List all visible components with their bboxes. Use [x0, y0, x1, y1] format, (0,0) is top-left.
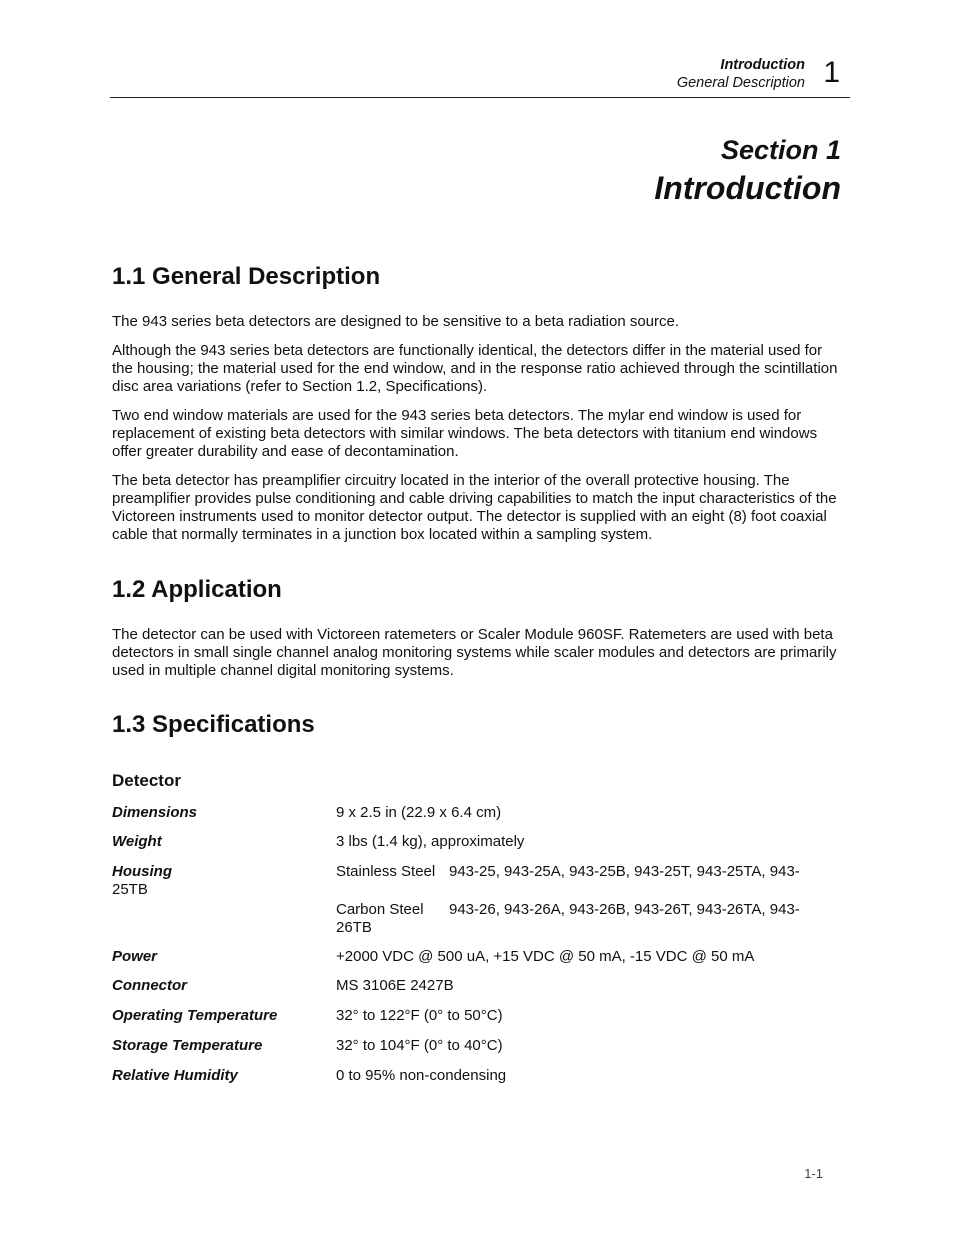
- spec-label-storage-temperature: Storage Temperature: [112, 1037, 263, 1054]
- detector-subheading: Detector: [112, 771, 181, 790]
- section-heading: [654, 133, 841, 209]
- spec-label-power: Power: [112, 948, 158, 965]
- general-description-section: [112, 262, 844, 544]
- spec-label-weight: Weight: [112, 833, 162, 850]
- specifications-section: [112, 710, 844, 740]
- section-title: Introduction: [654, 170, 841, 206]
- spec-label-dimensions: Dimensions: [112, 804, 198, 821]
- stainless-steel-label: Stainless Steel: [336, 863, 436, 880]
- running-header-text: [677, 56, 805, 92]
- specifications-heading: 1.3 Specifications: [112, 711, 315, 738]
- general-paragraph-4: The beta detector has preamplifier circuitry located in the interior of the overall protective housing. The preamplifier provides pulse conditioning and cable driving capabilities to match the input characteristics of the Victoreen instruments used to monitor detector output. The detector is supplied with an eight (8) foot coaxial cable that normally terminates in a junction box located within a sampling system.: [112, 472, 837, 543]
- stainless-steel-models-wrap: 25TB: [112, 881, 148, 898]
- spec-label-connector: Connector: [112, 977, 187, 994]
- spec-value-operating-temperature: 32° to 122°F (0° to 50°C): [336, 1007, 503, 1024]
- section-number: Section 1: [720, 135, 841, 165]
- spec-value-dimensions: 9 x 2.5 in (22.9 x 6.4 cm): [336, 804, 502, 821]
- carbon-steel-models: 943-26, 943-26A, 943-26B, 943-26T, 943-26TA, 943-: [449, 901, 800, 918]
- spec-label-operating-temperature: Operating Temperature: [112, 1007, 278, 1024]
- spec-value-relative-humidity: 0 to 95% non-condensing: [336, 1067, 507, 1084]
- detector-subsection: [112, 770, 844, 792]
- general-paragraph-2: Although the 943 series beta detectors are functionally identical, the detectors differ in the material used for the housing; the material used for the end window, and in the response ratio achieved through the scintillation disc area variations (refer to Section 1.2, Specifications).: [112, 342, 838, 395]
- chapter-number: 1: [823, 56, 840, 89]
- spec-value-housing-carbon: [336, 901, 800, 919]
- application-heading: 1.2 Application: [112, 576, 282, 603]
- carbon-steel-models-wrap: 26TB: [336, 919, 372, 936]
- general-paragraph-3: Two end window materials are used for the 943 series beta detectors. The mylar end window is used for replacement of existing beta detectors with similar windows. The beta detectors with titanium end windows offer greater durability and ease of decontamination.: [112, 407, 818, 460]
- running-header-subtitle: General Description: [676, 75, 805, 91]
- spec-value-weight: 3 lbs (1.4 kg), approximately: [336, 833, 525, 850]
- spec-label-relative-humidity: Relative Humidity: [112, 1067, 238, 1084]
- running-header-title: Introduction: [720, 57, 805, 73]
- general-paragraph-1: The 943 series beta detectors are designed to be sensitive to a beta radiation source.: [112, 313, 680, 330]
- general-description-heading: 1.1 General Description: [112, 263, 381, 290]
- application-paragraph: The detector can be used with Victoreen ratemeters or Scaler Module 960SF. Ratemeters are used with beta detectors in small single channel analog monitoring systems while scaler modules and detectors are primarily used in multiple channel digital monitoring systems.: [112, 626, 837, 679]
- application-section: [112, 575, 844, 680]
- spec-value-housing-stainless: [336, 863, 800, 881]
- spec-value-connector: MS 3106E 2427B: [336, 977, 454, 994]
- spec-label-housing: Housing: [112, 863, 172, 880]
- stainless-steel-models: 943-25, 943-25A, 943-25B, 943-25T, 943-25TA, 943-: [449, 863, 800, 880]
- carbon-steel-label: Carbon Steel: [336, 901, 424, 918]
- spec-value-power: +2000 VDC @ 500 uA, +15 VDC @ 50 mA, -15 VDC @ 50 mA: [336, 948, 755, 965]
- page-number: 1-1: [804, 1166, 823, 1181]
- spec-value-storage-temperature: 32° to 104°F (0° to 40°C): [336, 1037, 503, 1054]
- running-header: [110, 56, 850, 98]
